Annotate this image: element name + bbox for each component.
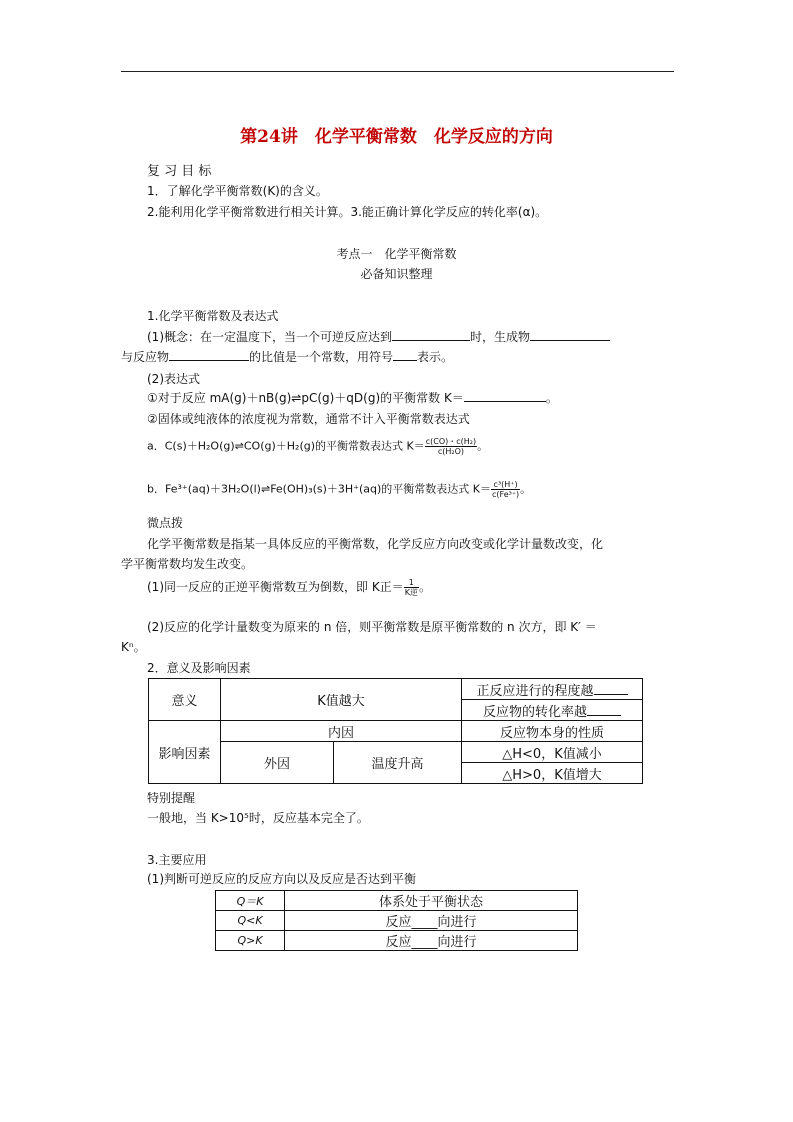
kaodian-title: 考点一 化学平衡常数 bbox=[336, 247, 457, 261]
cell-nature: 反应物本身的性质 bbox=[462, 721, 643, 742]
table-row bbox=[216, 931, 578, 951]
goal-2: 2.能利用化学平衡常数进行相关计算。3.能正确计算化学反应的转化率(α)。 bbox=[147, 205, 548, 219]
section2-heading: 2．意义及影响因素 bbox=[147, 661, 251, 675]
cell-result: 体系处于平衡状态 bbox=[285, 891, 578, 911]
cell-cond: Q＝K bbox=[216, 891, 285, 911]
section1-heading: 1.化学平衡常数及表达式 bbox=[147, 309, 279, 323]
example-a: a．C(s)＋H₂O(g)⇌CO(g)＋H₂(g)的平衡常数表达式 K＝ $\frac{\text{c(CO)・c(H₂)}}{\text{c(H₂O)}}$ 。 bbox=[147, 437, 489, 456]
weidianbo-p2: (1)同一反应的正逆平衡常数互为倒数，即 K正＝ $\frac{1}{\text{K逆}}$ 。 bbox=[147, 578, 431, 597]
concept-line-1: (1)概念：在一定温度下，当一个可逆反应达到 时，生成物 bbox=[147, 328, 610, 345]
cell-dh-pos: △H>0，K值增大 bbox=[462, 763, 643, 784]
blank[interactable] bbox=[464, 389, 546, 402]
blank[interactable] bbox=[587, 703, 621, 716]
cell-conversion: 反应物的转化率越 bbox=[462, 700, 643, 721]
tip-text: 一般地，当 K>10⁵时，反应基本完全了。 bbox=[147, 811, 369, 825]
table-row bbox=[216, 911, 578, 931]
cell-meaning: 意义 bbox=[149, 679, 221, 721]
page-title: 第24讲 化学平衡常数 化学反应的方向 bbox=[240, 127, 553, 147]
fraction: $\frac{\text{c³(H⁺)}}{\text{c(Fe³⁺)}}$ bbox=[492, 480, 520, 499]
kaodian-subtitle: 必备知识整理 bbox=[360, 267, 433, 281]
expr-heading: (2)表达式 bbox=[147, 372, 200, 386]
header-rule bbox=[121, 71, 674, 72]
tip-heading: 特别提醒 bbox=[147, 791, 196, 805]
cell-cond: Q>K bbox=[216, 931, 285, 951]
meaning-factors-table bbox=[148, 678, 643, 784]
table-row bbox=[216, 891, 578, 911]
fraction: $\frac{\text{c(CO)・c(H₂)}}{\text{c(H₂O)}}$ bbox=[425, 437, 477, 456]
cell-forward: 正反应进行的程度越 bbox=[462, 679, 643, 700]
fraction: $\frac{1}{\text{K逆}}$ bbox=[404, 578, 418, 597]
blank[interactable] bbox=[169, 348, 249, 361]
cell-external: 外因 bbox=[221, 742, 334, 784]
cell-dh-neg: △H<0，K值减小 bbox=[462, 742, 643, 763]
blank[interactable] bbox=[393, 348, 417, 361]
blank[interactable] bbox=[530, 328, 610, 341]
weidianbo-p3a: (2)反应的化学计量数变为原来的 n 倍，则平衡常数是原平衡常数的 n 次方，即 K′ ＝ bbox=[147, 620, 597, 634]
blank[interactable] bbox=[392, 328, 470, 341]
example-b: b．Fe³⁺(aq)＋3H₂O(l)⇌Fe(OH)₃(s)＋3H⁺(aq)的平衡常数表达式 K＝ $\frac{\text{c³(H⁺)}}{\text{c(Fe³⁺)}}$ 。 bbox=[147, 480, 532, 499]
section3-heading: 3.主要应用 bbox=[147, 853, 207, 867]
weidianbo-p3b: Kⁿ。 bbox=[121, 640, 146, 654]
weidianbo-heading: 微点拨 bbox=[147, 516, 184, 530]
cell-result: 反应____向进行 bbox=[285, 931, 578, 951]
expr-line-1: ①对于反应 mA(g)＋nB(g)⇌pC(g)＋qD(g)的平衡常数 K＝ 。 bbox=[147, 391, 558, 405]
expr-line-2: ②固体或纯液体的浓度视为常数，通常不计入平衡常数表达式 bbox=[147, 412, 470, 426]
application-table bbox=[215, 890, 578, 951]
weidianbo-p1a: 化学平衡常数是指某一具体反应的平衡常数，化学反应方向改变或化学计量数改变，化 bbox=[147, 537, 604, 551]
cell-k-large: K值越大 bbox=[221, 679, 462, 721]
cell-factors: 影响因素 bbox=[149, 721, 221, 784]
weidianbo-p1b: 学平衡常数均发生改变。 bbox=[121, 557, 254, 571]
goal-1: 1．了解化学平衡常数(K)的含义。 bbox=[147, 184, 328, 198]
section3-sub1: (1)判断可逆反应的反应方向以及反应是否达到平衡 bbox=[147, 872, 416, 886]
concept-line-2: 与反应物 的比值是一个常数，用符号 表示。 bbox=[121, 350, 454, 364]
cell-internal: 内因 bbox=[221, 721, 462, 742]
cell-cond: Q<K bbox=[216, 911, 285, 931]
cell-temp-up: 温度升高 bbox=[334, 742, 462, 784]
goals-heading: 复 习 目 标 bbox=[147, 164, 212, 179]
blank[interactable] bbox=[594, 682, 628, 695]
cell-result: 反应____向进行 bbox=[285, 911, 578, 931]
